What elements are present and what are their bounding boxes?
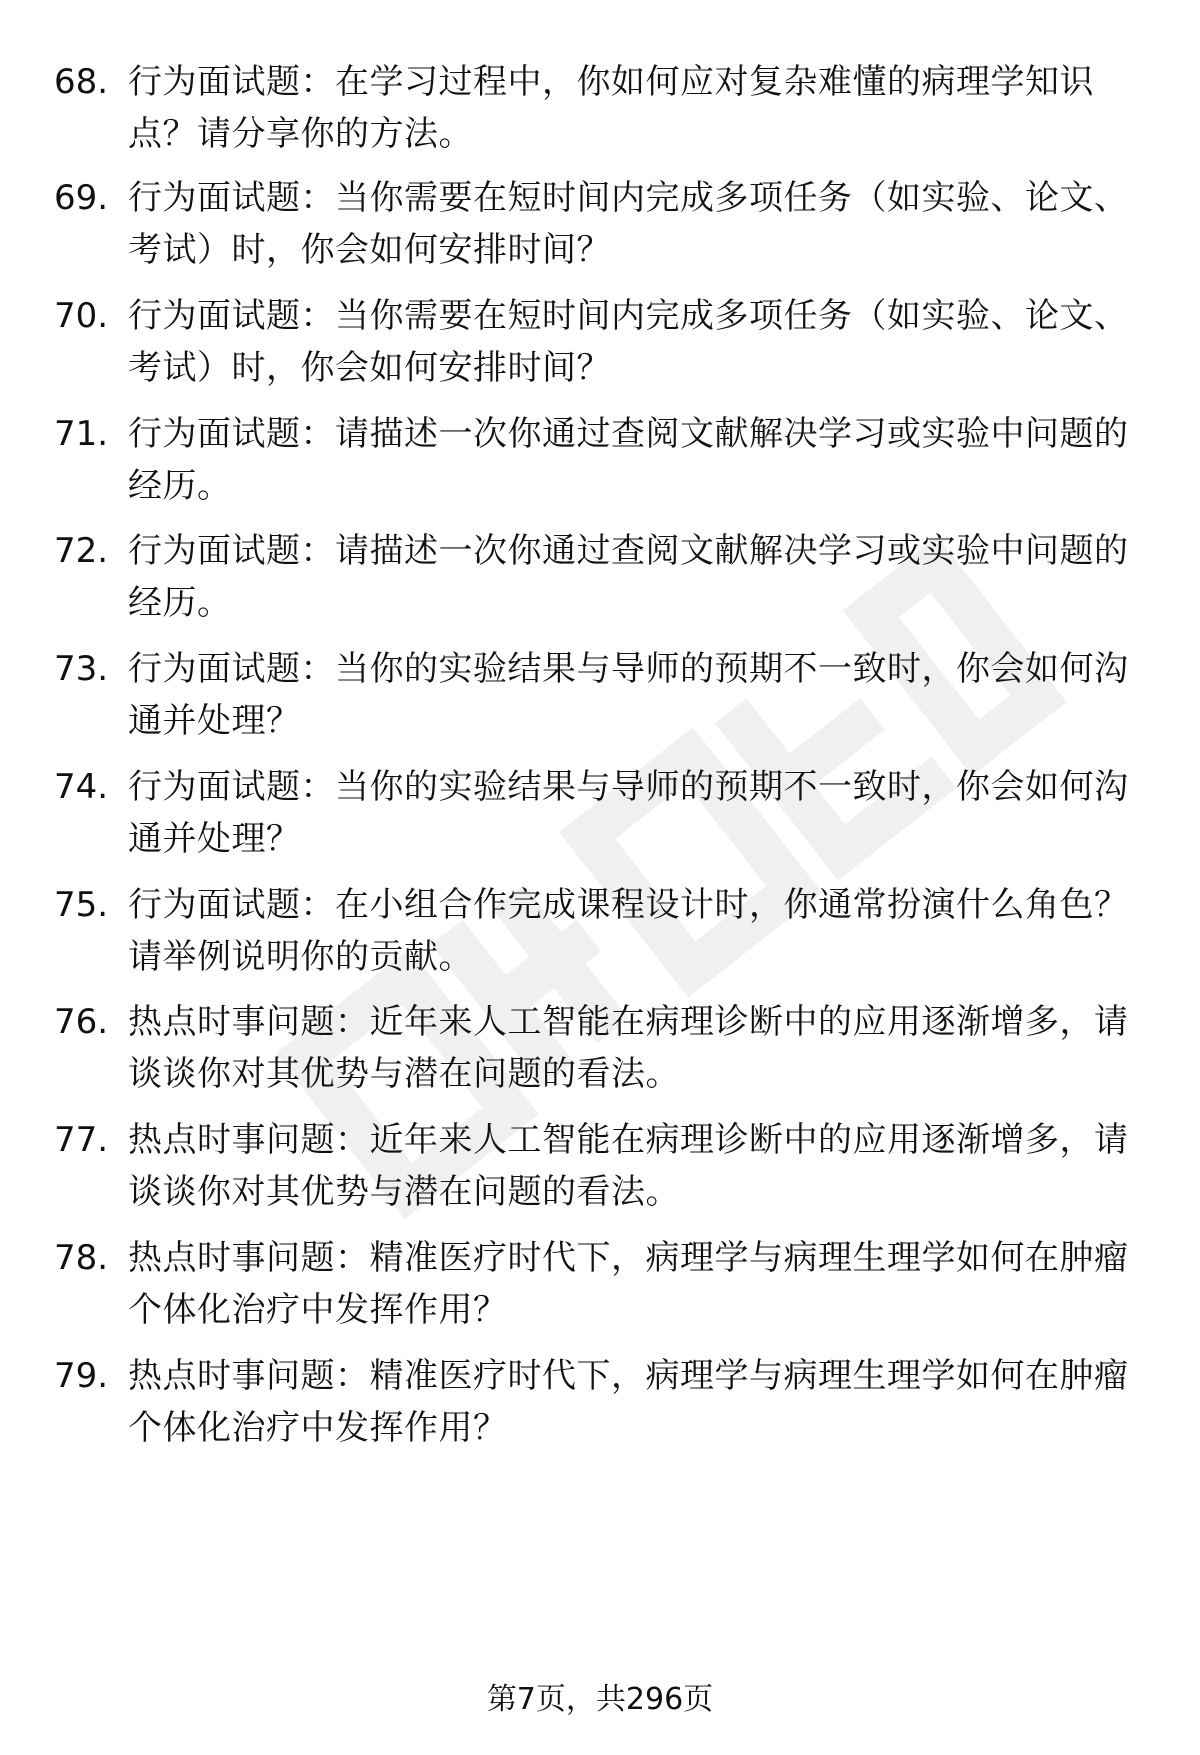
question-item — [0, 290, 1200, 390]
question-item — [0, 879, 1200, 979]
question-text: 行为面试题：当你需要在短时间内完成多项任务（如实验、论文、考试）时，你会如何安排时间？ — [128, 178, 1129, 270]
question-text: 热点时事问题：近年来人工智能在病理诊断中的应用逐渐增多，请谈谈你对其优势与潜在问题的看法。 — [128, 1002, 1129, 1094]
question-number: 71. — [54, 414, 109, 454]
question-text: 行为面试题：当你的实验结果与导师的预期不一致时，你会如何沟通并处理？ — [128, 649, 1129, 741]
question-number: 73. — [54, 649, 109, 689]
question-text: 热点时事问题：近年来人工智能在病理诊断中的应用逐渐增多，请谈谈你对其优势与潜在问题的看法。 — [128, 1120, 1129, 1212]
question-item — [0, 996, 1200, 1096]
question-item — [0, 1114, 1200, 1214]
question-item — [0, 408, 1200, 508]
question-text: 行为面试题：当你需要在短时间内完成多项任务（如实验、论文、考试）时，你会如何安排时间？ — [128, 296, 1129, 388]
question-item — [0, 525, 1200, 625]
question-number: 69. — [54, 178, 109, 218]
question-item — [0, 56, 1200, 156]
question-item — [0, 761, 1200, 861]
question-text: 行为面试题：在小组合作完成课程设计时，你通常扮演什么角色？请举例说明你的贡献。 — [128, 885, 1129, 977]
question-text: 行为面试题：请描述一次你通过查阅文献解决学习或实验中问题的经历。 — [128, 414, 1129, 506]
question-number: 79. — [54, 1356, 109, 1396]
question-text: 行为面试题：当你的实验结果与导师的预期不一致时，你会如何沟通并处理？ — [128, 767, 1129, 859]
question-number: 78. — [54, 1238, 109, 1278]
page-number-footer: 第7页，共296页 — [486, 1682, 714, 1717]
question-text: 热点时事问题：精准医疗时代下，病理学与病理生理学如何在肿瘤个体化治疗中发挥作用？ — [128, 1356, 1129, 1448]
question-number: 77. — [54, 1120, 109, 1160]
question-number: 74. — [54, 767, 109, 807]
question-item — [0, 643, 1200, 743]
question-text: 行为面试题：在学习过程中，你如何应对复杂难懂的病理学知识点？请分享你的方法。 — [128, 62, 1094, 154]
question-item — [0, 172, 1200, 272]
question-text: 行为面试题：请描述一次你通过查阅文献解决学习或实验中问题的经历。 — [128, 531, 1129, 623]
question-number: 70. — [54, 296, 109, 336]
question-number: 76. — [54, 1002, 109, 1042]
question-number: 75. — [54, 885, 109, 925]
question-text: 热点时事问题：精准医疗时代下，病理学与病理生理学如何在肿瘤个体化治疗中发挥作用？ — [128, 1238, 1129, 1330]
question-item — [0, 1232, 1200, 1332]
question-number: 72. — [54, 531, 109, 571]
question-number: 68. — [54, 62, 109, 102]
question-item — [0, 1350, 1200, 1450]
